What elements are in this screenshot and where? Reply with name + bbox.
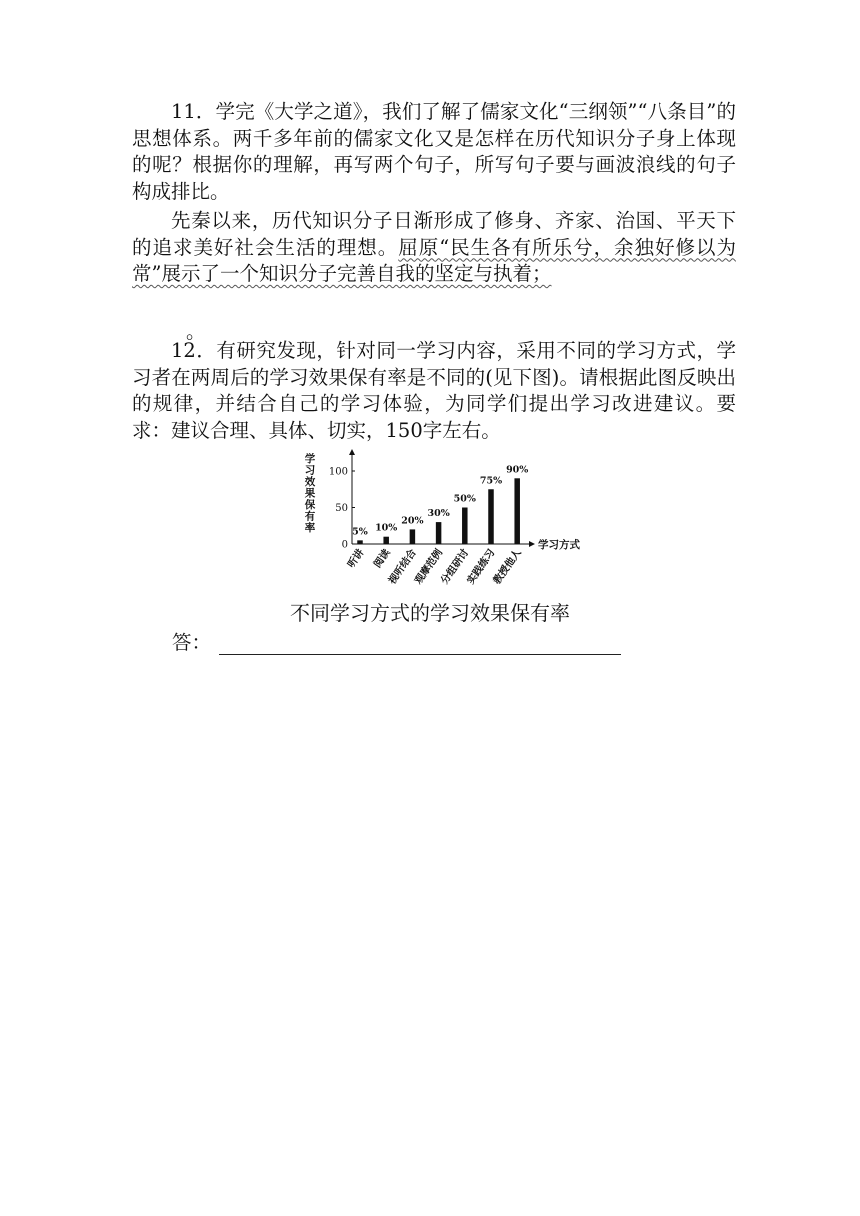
x-category-label: 实践练习 xyxy=(465,547,498,587)
bar-value-label: 50% xyxy=(453,493,476,505)
question-12-answer-row xyxy=(172,627,621,655)
bar xyxy=(357,540,363,544)
x-category-label: 听讲 xyxy=(345,547,367,571)
question-11-lead: 先秦以来，历代知识分子日渐形成了修身、齐家、治国、平天下的追求美好社会生活的理想。 xyxy=(132,209,736,259)
y-tick-label: 50 xyxy=(335,503,348,514)
bar xyxy=(514,478,520,544)
answer-label: 答： xyxy=(172,631,212,654)
bar-value-label: 75% xyxy=(479,475,503,487)
x-category-label: 阅读 xyxy=(372,547,393,571)
chart-bars xyxy=(352,464,528,544)
bar-value-label: 20% xyxy=(401,515,424,527)
question-11-answer-space[interactable] xyxy=(132,296,736,322)
question-11-end-mark: 。 xyxy=(186,320,206,343)
bar-value-label: 10% xyxy=(375,522,398,534)
question-11-wavy-sentence: 屈原“民生各有所乐兮，余独好修以为常”展示了一个知识分子完善自我的坚定与执着； xyxy=(132,235,736,285)
bar-value-label: 30% xyxy=(427,508,450,520)
chart-caption: 不同学习方式的学习效果保有率 xyxy=(290,601,570,625)
y-axis-label-char: 学 xyxy=(304,453,316,465)
question-11-prompt: 11．学完《大学之道》，我们了解了儒家文化“三纲领”“八条目”的思想体系。两千多年前的儒家文化又是怎样在历代知识分子身上体现的呢？根据你的理解，再写两个句子，所写句子要与画波浪线的句子构成排比。 xyxy=(132,100,736,203)
y-tick-label: 100 xyxy=(328,466,348,478)
bar xyxy=(436,522,442,544)
x-category-label: 分组研讨 xyxy=(439,547,472,587)
chart-x-labels xyxy=(344,546,523,587)
x-axis-title: 学习方式 xyxy=(538,539,580,551)
question-12-prompt: 12．有研究发现，针对同一学习内容，采用不同的学习方式，学习者在两周后的学习效果保有率是不同的(见下图)。请根据此图反映出的规律，并结合自己的学习体验，为同学们提出学习改进建议。要求：建议合理、具体、切实，150字左右。 xyxy=(132,339,736,442)
x-category-label: 观摩范例 xyxy=(413,547,446,587)
retention-chart xyxy=(300,448,600,590)
y-axis-label-char: 习 xyxy=(304,464,316,477)
x-category-label: 教授他人 xyxy=(491,547,524,587)
y-axis-label xyxy=(304,452,316,534)
y-axis-label-char: 有 xyxy=(304,510,316,523)
y-tick-label: 0 xyxy=(341,539,348,551)
y-axis-label-char: 率 xyxy=(304,522,316,534)
answer-input-line[interactable] xyxy=(219,634,621,655)
question-11-passage xyxy=(132,208,736,288)
bar xyxy=(488,489,494,544)
bar xyxy=(383,537,389,544)
bar xyxy=(410,529,416,544)
bar-value-label: 5% xyxy=(352,526,368,538)
bar-value-label: 90% xyxy=(506,464,529,476)
y-axis-label-char: 果 xyxy=(304,487,316,500)
y-axis-label-char: 保 xyxy=(304,499,316,511)
y-axis-label-char: 效 xyxy=(304,476,316,488)
bar xyxy=(462,508,468,545)
retention-bar-chart xyxy=(300,448,600,590)
x-category-label: 视听结合 xyxy=(386,547,419,587)
